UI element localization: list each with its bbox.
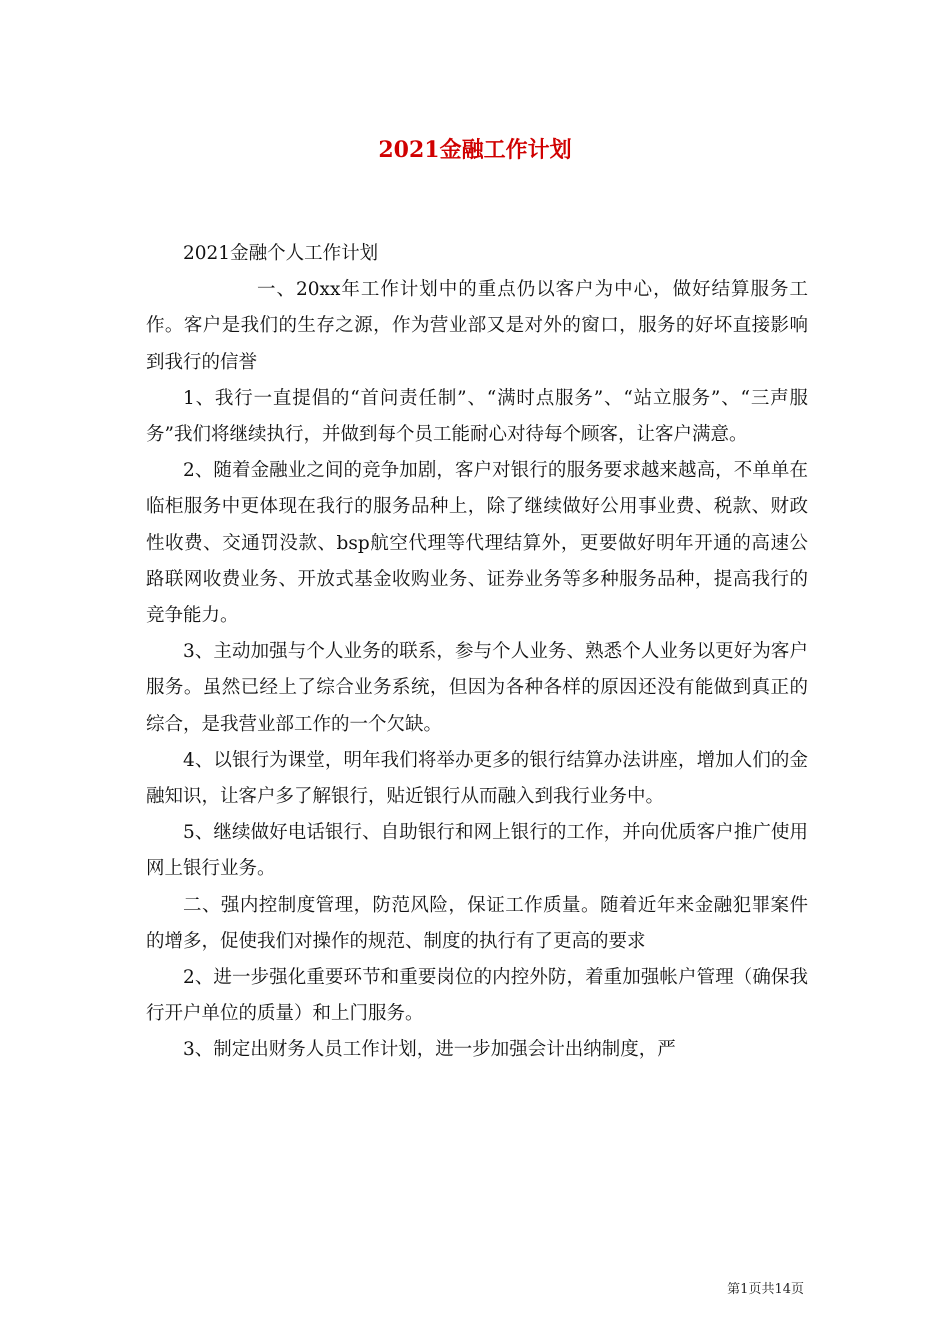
subtitle-paragraph: 2021金融个人工作计划 — [183, 243, 379, 264]
item-4-paragraph: 4、以银行为课堂，明年我们将举办更多的银行结算办法讲座，增加人们的金融知识，让客户多了解银行，贴近银行从而融入到我行业务中。 — [146, 749, 808, 808]
item-2-paragraph: 2、随着金融业之间的竞争加剧，客户对银行的服务要求越来越高，不单单在临柜服务中更体现在我行的服务品种上，除了继续做好公用事业费、税款、财政性收费、交通罚没款、bsp航空代理等代理结算外，更要做好明年开通的高速公路联网收费业务、开放式基金收购业务、证券业务等多种服务品种，提高我行的竞争能力。 — [146, 460, 808, 627]
page-number-footer: 第1页共14页 — [727, 1282, 804, 1297]
item-3-paragraph: 3、主动加强与个人业务的联系，参与个人业务、熟悉个人业务以更好为客户服务。虽然已经上了综合业务系统，但因为各种各样的原因还没有能做到真正的综合，是我营业部工作的一个欠缺。 — [146, 641, 808, 735]
item-5-paragraph: 5、继续做好电话银行、自助银行和网上银行的工作，并向优质客户推广使用网上银行业务。 — [146, 822, 808, 880]
section-one-paragraph: 一、20xx年工作计划中的重点仍以客户为中心，做好结算服务工作。客户是我们的生存之源，作为营业部又是对外的窗口，服务的好坏直接影响到我行的信誉 — [146, 279, 808, 373]
section-two-item-2-paragraph: 2、进一步强化重要环节和重要岗位的内控外防，着重加强帐户管理（确保我行开户单位的质量）和上门服务。 — [146, 967, 808, 1025]
item-1-paragraph: 1、我行一直提倡的“首问责任制”、“满时点服务”、“站立服务”、“三声服务”我们将继续执行，并做到每个员工能耐心对待每个顾客，让客户满意。 — [146, 387, 808, 446]
document-body — [146, 236, 808, 1069]
document-title: 2021金融工作计划 — [378, 137, 572, 163]
section-two-item-3-paragraph: 3、制定出财务人员工作计划，进一步加强会计出纳制度，严 — [183, 1039, 676, 1061]
section-two-paragraph: 二、强内控制度管理，防范风险，保证工作质量。随着近年来金融犯罪案件的增多，促使我们对操作的规范、制度的执行有了更高的要求 — [146, 894, 808, 952]
